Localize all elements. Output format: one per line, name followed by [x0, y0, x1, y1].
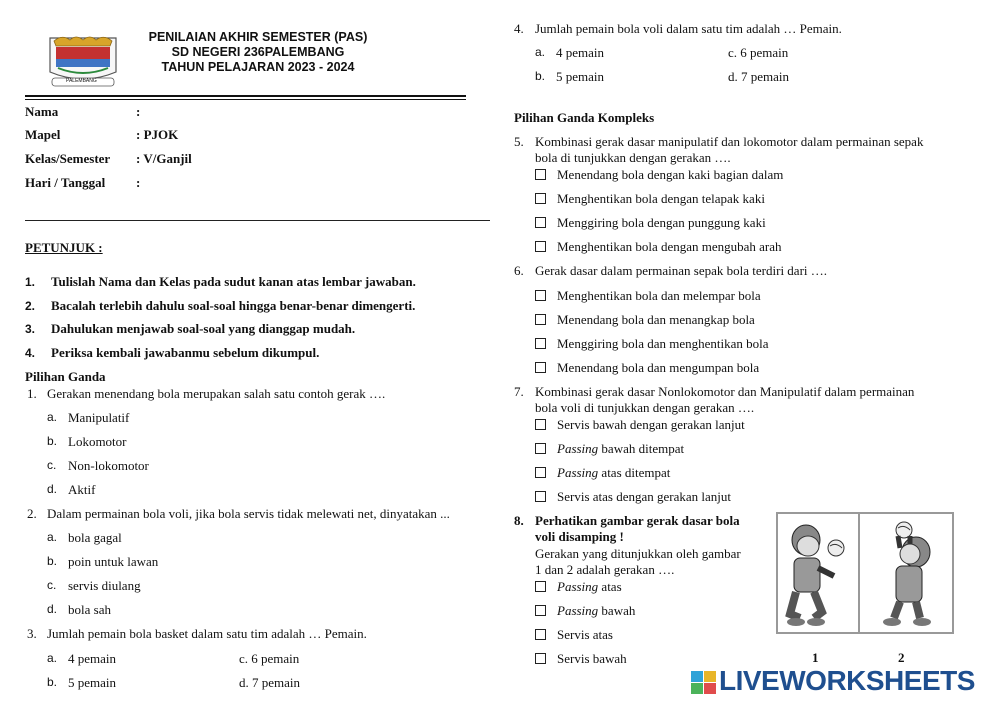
option-text[interactable]: Non-lokomotor [68, 458, 149, 473]
question-number: 7. [514, 384, 524, 399]
checkbox-option[interactable]: Servis atas [535, 627, 613, 643]
identity-value-tanggal[interactable]: : [136, 175, 141, 190]
logo-cell [704, 671, 716, 682]
question-text: voli disamping ! [535, 529, 624, 544]
checkbox-option[interactable]: Menghentikan bola dengan telapak kaki [535, 191, 765, 207]
option-letter: a. [535, 45, 546, 59]
option-text[interactable]: bola sah [68, 602, 111, 617]
checkbox[interactable] [535, 314, 546, 325]
identity-label-tanggal: Hari / Tanggal [25, 175, 106, 190]
question-text: Gerakan yang ditunjukkan oleh gambar [535, 546, 741, 561]
question-number: 5. [514, 134, 524, 149]
checkbox-option[interactable]: Passing atas [535, 579, 622, 595]
figure-2-label: 2 [898, 650, 905, 665]
question-number: 3. [27, 626, 37, 641]
checkbox[interactable] [535, 419, 546, 430]
option-text[interactable]: 4 pemain [556, 45, 605, 60]
option-letter: b. [47, 434, 58, 448]
checkbox-option[interactable]: Menggiring bola dan menghentikan bola [535, 336, 769, 352]
checkbox-option[interactable]: Menendang bola dan mengumpan bola [535, 360, 759, 376]
checkbox[interactable] [535, 467, 546, 478]
checkbox-option[interactable]: Passing bawah ditempat [535, 441, 684, 457]
header-rule-thin [25, 99, 466, 100]
checkbox-option[interactable]: Passing bawah [535, 603, 635, 619]
instruction-text: Periksa kembali jawabanmu sebelum dikumpul. [51, 345, 320, 360]
identity-value-kelas[interactable]: : V/Ganjil [136, 151, 192, 166]
question-text: Perhatikan gambar gerak dasar bola [535, 513, 740, 528]
option-text[interactable]: poin untuk lawan [68, 554, 159, 569]
checkbox-option[interactable]: Menendang bola dengan kaki bagian dalam [535, 167, 783, 183]
option-letter: b. [47, 675, 58, 689]
question-text: Jumlah pemain bola voli dalam satu tim adalah … Pemain. [535, 21, 842, 36]
option-letter: a. [47, 410, 58, 424]
question-number: 6. [514, 263, 524, 278]
identity-label-mapel: Mapel [25, 127, 61, 142]
checkbox[interactable] [535, 362, 546, 373]
header-rule [25, 95, 466, 97]
option-text[interactable]: 5 pemain [556, 69, 605, 84]
option-text[interactable]: c. 6 pemain [728, 45, 789, 60]
logo-ribbon-text: PALEMBANG [66, 78, 97, 84]
checkbox[interactable] [535, 581, 546, 592]
option-letter: b. [535, 69, 546, 83]
checkbox-option[interactable]: Menghentikan bola dengan mengubah arah [535, 239, 782, 255]
question-text: Gerakan menendang bola merupakan salah satu contoh gerak …. [47, 386, 386, 401]
checkbox[interactable] [535, 193, 546, 204]
option-text[interactable]: Manipulatif [68, 410, 130, 425]
option-letter: a. [47, 651, 58, 665]
option-text[interactable]: d. 7 pemain [239, 675, 301, 690]
liveworksheets-logo-icon [691, 671, 717, 695]
logo-cell [691, 671, 703, 682]
option-letter: b. [47, 554, 58, 568]
question-number: 2. [27, 506, 37, 521]
question-text: Gerak dasar dalam permainan sepak bola terdiri dari …. [535, 263, 828, 278]
logo-cell [704, 683, 716, 694]
option-text[interactable]: Lokomotor [68, 434, 127, 449]
option-text[interactable]: d. 7 pemain [728, 69, 790, 84]
figure-1-label: 1 [812, 650, 819, 665]
figure-1-passing-bawah [776, 512, 860, 634]
checkbox[interactable] [535, 605, 546, 616]
checkbox[interactable] [535, 338, 546, 349]
checkbox[interactable] [535, 443, 546, 454]
question-text: Kombinasi gerak dasar manipulatif dan lokomotor dalam permainan sepak [535, 134, 924, 149]
checkbox-option[interactable]: Passing atas ditempat [535, 465, 670, 481]
instruction-text: Dahulukan menjawab soal-soal yang dianggap mudah. [51, 321, 356, 336]
instruction-number: 2. [25, 299, 36, 313]
instruction-number: 3. [25, 322, 36, 336]
figure-2-passing-atas [858, 512, 954, 634]
question-text: Kombinasi gerak dasar Nonlokomotor dan Manipulatif dalam permainan [535, 384, 915, 399]
instruction-text: Bacalah terlebih dahulu soal-soal hingga benar-benar dimengerti. [51, 298, 416, 313]
question-text: bola di tunjukkan dengan gerakan …. [535, 150, 731, 165]
question-number: 1. [27, 386, 37, 401]
checkbox-option[interactable]: Servis bawah dengan gerakan lanjut [535, 417, 745, 433]
checkbox-option[interactable]: Servis bawah [535, 651, 627, 667]
section-title-pilihan-ganda: Pilihan Ganda [25, 369, 106, 384]
option-text[interactable]: Aktif [68, 482, 96, 497]
checkbox-option[interactable]: Servis atas dengan gerakan lanjut [535, 489, 731, 505]
checkbox[interactable] [535, 241, 546, 252]
logo-cell [691, 683, 703, 694]
checkbox-option[interactable]: Menggiring bola dengan punggung kaki [535, 215, 766, 231]
checkbox[interactable] [535, 290, 546, 301]
divider [25, 220, 490, 221]
option-text[interactable]: 4 pemain [68, 651, 117, 666]
header-line-3: TAHUN PELAJARAN 2023 - 2024 [161, 60, 355, 74]
checkbox[interactable] [535, 653, 546, 664]
option-letter: d. [47, 482, 58, 496]
checkbox[interactable] [535, 169, 546, 180]
question-text: Jumlah pemain bola basket dalam satu tim adalah … Pemain. [47, 626, 367, 641]
option-letter: c. [47, 458, 57, 472]
section-title-pilihan-ganda-kompleks: Pilihan Ganda Kompleks [514, 110, 655, 125]
checkbox[interactable] [535, 629, 546, 640]
header-line-1: PENILAIAN AKHIR SEMESTER (PAS) [148, 30, 368, 44]
identity-value-nama[interactable]: : [136, 104, 141, 119]
question-number: 8. [514, 513, 524, 528]
question-text: Dalam permainan bola voli, jika bola servis tidak melewati net, dinyatakan ... [47, 506, 450, 521]
option-text[interactable]: 5 pemain [68, 675, 117, 690]
question-text: 1 dan 2 adalah gerakan …. [535, 562, 675, 577]
checkbox-option[interactable]: Menendang bola dan menangkap bola [535, 312, 755, 328]
identity-label-nama: Nama [25, 104, 59, 119]
question-text: bola voli di tunjukkan dengan gerakan …. [535, 400, 755, 415]
checkbox-option[interactable]: Menghentikan bola dan melempar bola [535, 288, 761, 304]
checkbox[interactable] [535, 491, 546, 502]
option-text[interactable]: c. 6 pemain [239, 651, 300, 666]
option-letter: d. [47, 602, 58, 616]
instruction-number: 1. [25, 275, 36, 289]
instruction-number: 4. [25, 346, 36, 360]
identity-value-mapel[interactable]: : PJOK [136, 127, 179, 142]
option-text[interactable]: servis diulang [68, 578, 141, 593]
instruction-text: Tulislah Nama dan Kelas pada sudut kanan atas lembar jawaban. [51, 274, 416, 289]
liveworksheets-brand[interactable]: LIVEWORKSHEETS [719, 665, 975, 696]
checkbox[interactable] [535, 217, 546, 228]
school-logo [44, 32, 122, 90]
option-letter: a. [47, 530, 58, 544]
option-text[interactable]: bola gagal [68, 530, 122, 545]
instructions-title: PETUNJUK : [25, 240, 103, 255]
identity-label-kelas: Kelas/Semester [25, 151, 111, 166]
header-line-2: SD NEGERI 236PALEMBANG [171, 45, 345, 59]
option-letter: c. [47, 578, 57, 592]
question-number: 4. [514, 21, 524, 36]
